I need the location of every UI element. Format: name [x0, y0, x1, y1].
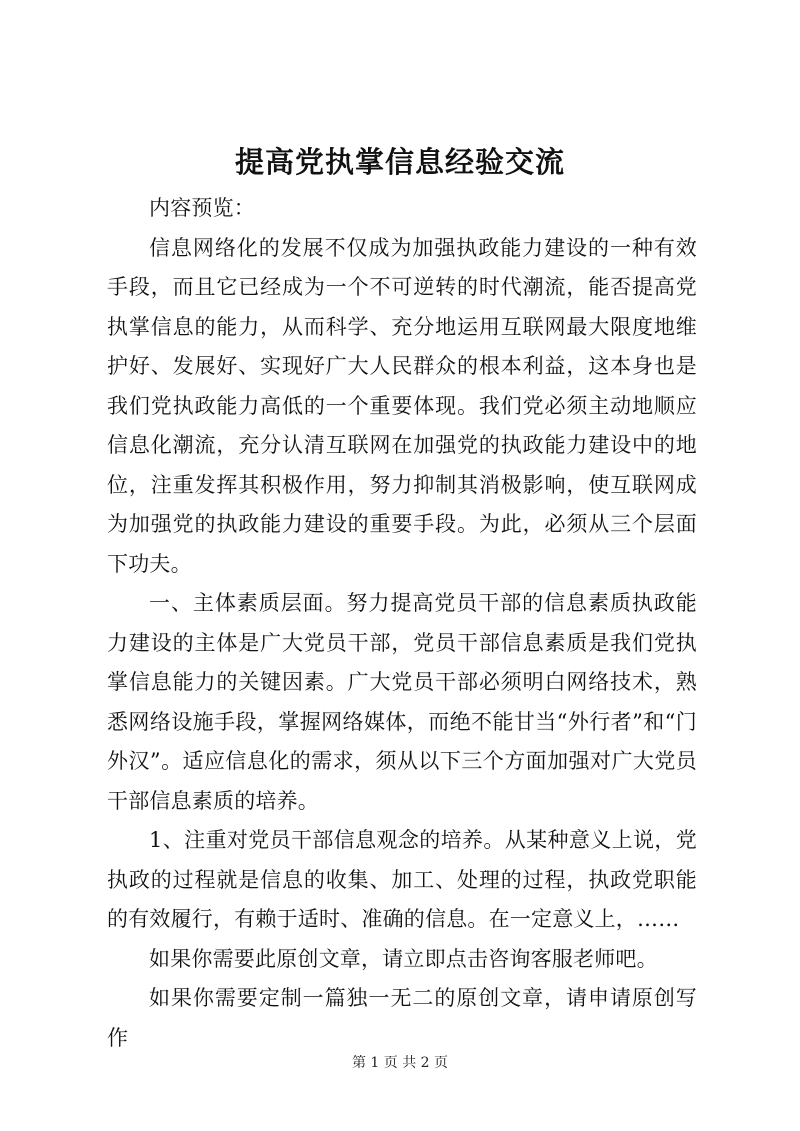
- paragraph-intro: 信息网络化的发展不仅成为加强执政能力建设的一种有效手段，而且它已经成为一个不可逆转的时代潮流，能否提高党执掌信息的能力，从而科学、充分地运用互联网最大限度地维护好、发展好、实现好广大人民群众的根本利益，这本身也是我们党执政能力高低的一个重要体现。我们党必须主动地顺应信息化潮流，充分认清互联网在加强党的执政能力建设中的地位，注重发挥其积极作用，努力抑制其消极影响，使互联网成为加强党的执政能力建设的重要手段。为此，必须从三个层面下功夫。: [107, 235, 697, 576]
- preview-label: 内容预览：: [149, 196, 255, 220]
- paragraph-contact-prompt: 如果你需要此原创文章，请立即点击咨询客服老师吧。: [149, 946, 658, 971]
- paragraph-custom-prompt: 如果你需要定制一篇独一无二的原创文章，请申请原创写作: [107, 986, 697, 1050]
- paragraph-point-one: 1、注重对党员干部信息观念的培养。从某种意义上说，党执政的过程就是信息的收集、加工、处理的过程，执政党职能的有效履行，有赖于适时、准确的信息。在一定意义上，……: [107, 828, 697, 931]
- page-footer: 第 1 页 共 2 页: [351, 1055, 449, 1071]
- document-body: [107, 189, 697, 1058]
- paragraph-section-one: 一、主体素质层面。努力提高党员干部的信息素质执政能力建设的主体是广大党员干部，党员干部信息素质是我们党执掌信息能力的关键因素。广大党员干部必须明白网络技术，熟悉网络设施手段，掌握网络媒体，而绝不能甘当“外行者”和“门外汉”。适应信息化的需求，须从以下三个方面加强对广大党员干部信息素质的培养。: [107, 591, 697, 813]
- document-title: 提高党执掌信息经验交流: [234, 145, 565, 179]
